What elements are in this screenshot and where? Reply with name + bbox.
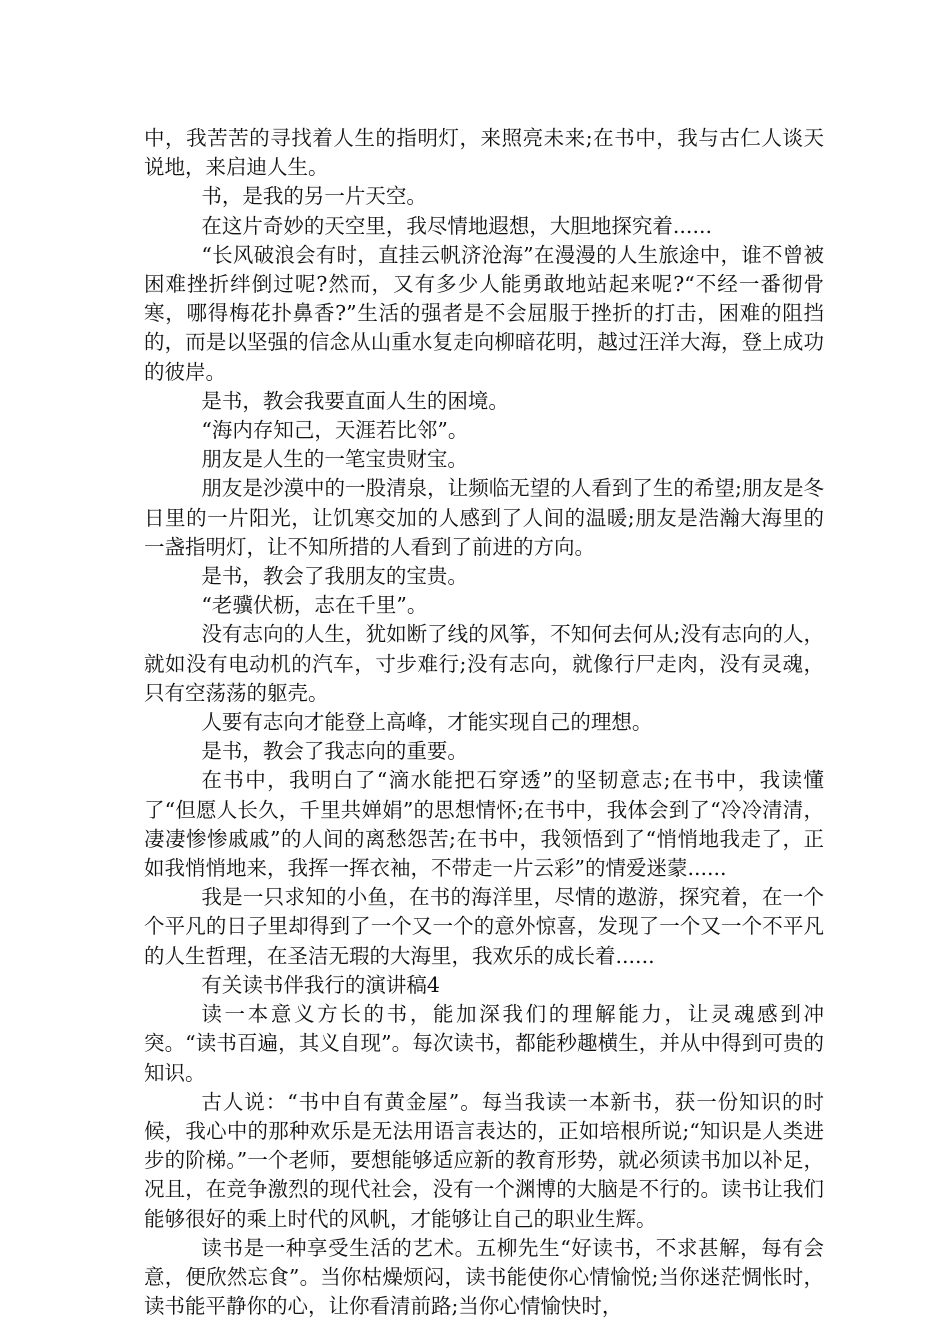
paragraph: 没有志向的人生，犹如断了线的风筝，不知何去何从;没有志向的人，就如没有电动机的汽车，寸步难行;没有志向，就像行尸走肉，没有灵魂，只有空荡荡的躯壳。 — [144, 622, 824, 705]
section-heading: 有关读书伴我行的演讲稿4 — [201, 972, 440, 997]
paragraph: 朋友是沙漠中的一股清泉，让频临无望的人看到了生的希望;朋友是冬日里的一片阳光，让饥寒交加的人感到了人间的温暖;朋友是浩瀚大海里的一盏指明灯，让不知所措的人看到了前进的方向。 — [144, 476, 824, 559]
paragraph: 在书中，我明白了“滴水能把石穿透”的坚韧意志;在书中，我读懂了“但愿人长久，千里共婵娟”的思想情怀;在书中，我体会到了“冷冷清清，凄凄惨惨戚戚”的人间的离愁怨苦;在书中，我领悟到了“悄悄地我走了，正如我悄悄地来，我挥一挥衣袖，不带走一片云彩”的情爱迷蒙...... — [144, 768, 824, 881]
paragraph: “海内存知己，天涯若比邻”。 — [201, 418, 469, 443]
paragraph: 人要有志向才能登上高峰，才能实现自己的理想。 — [201, 710, 653, 735]
paragraph: 书，是我的另一片天空。 — [201, 184, 427, 209]
paragraph: “老骥伏枥，志在千里”。 — [201, 593, 428, 618]
paragraph: 中，我苦苦的寻找着人生的指明灯，来照亮未来;在书中，我与古仁人谈天说地，来启迪人生。 — [144, 126, 824, 180]
paragraph: 是书，教会了我朋友的宝贵。 — [201, 564, 468, 589]
paragraph: 读一本意义方长的书，能加深我们的理解能力，让灵魂感到冲突。“读书百遍，其义自现”。每次读书，都能秒趣横生，并从中得到可贵的知识。 — [144, 1002, 824, 1085]
paragraph: 我是一只求知的小鱼，在书的海洋里，尽情的遨游，探究着，在一个个平凡的日子里却得到了一个又一个的意外惊喜，发现了一个又一个不平凡的人生哲理，在圣洁无瑕的大海里，我欢乐的成长着...... — [144, 885, 824, 968]
document-body — [144, 124, 824, 1321]
paragraph: 朋友是人生的一笔宝贵财宝。 — [201, 447, 468, 472]
paragraph: 古人说：“书中自有黄金屋”。每当我读一本新书，获一份知识的时候，我心中的那种欢乐是无法用语言表达的，正如培根所说;“知识是人类进步的阶梯。”一个老师，要想能够适应新的教育形势，就必须读书加以补足，况且，在竞争激烈的现代社会，没有一个渊博的大脑是不行的。读书让我们能够很好的乘上时代的风帆，才能够让自己的职业生辉。 — [144, 1089, 824, 1231]
paragraph: 是书，教会了我志向的重要。 — [201, 739, 468, 764]
paragraph: “长风破浪会有时，直挂云帆济沧海”在漫漫的人生旅途中，谁不曾被困难挫折绊倒过呢?然而，又有多少人能勇敢地站起来呢?“不经一番彻骨寒，哪得梅花扑鼻香?”生活的强者是不会屈服于挫折的打击，困难的阻挡的，而是以坚强的信念从山重水复走向柳暗花明，越过汪洋大海，登上成功的彼岸。 — [144, 242, 824, 384]
paragraph: 在这片奇妙的天空里，我尽情地遐想，大胆地探究着...... — [201, 213, 712, 238]
paragraph: 读书是一种享受生活的艺术。五柳先生“好读书，不求甚解，每有会意，便欣然忘食”。当你枯燥烦闷，读书能使你心情愉悦;当你迷茫惆怅时，读书能平静你的心，让你看清前路;当你心情愉快时， — [144, 1235, 824, 1319]
paragraph: 是书，教会我要直面人生的困境。 — [201, 388, 509, 413]
